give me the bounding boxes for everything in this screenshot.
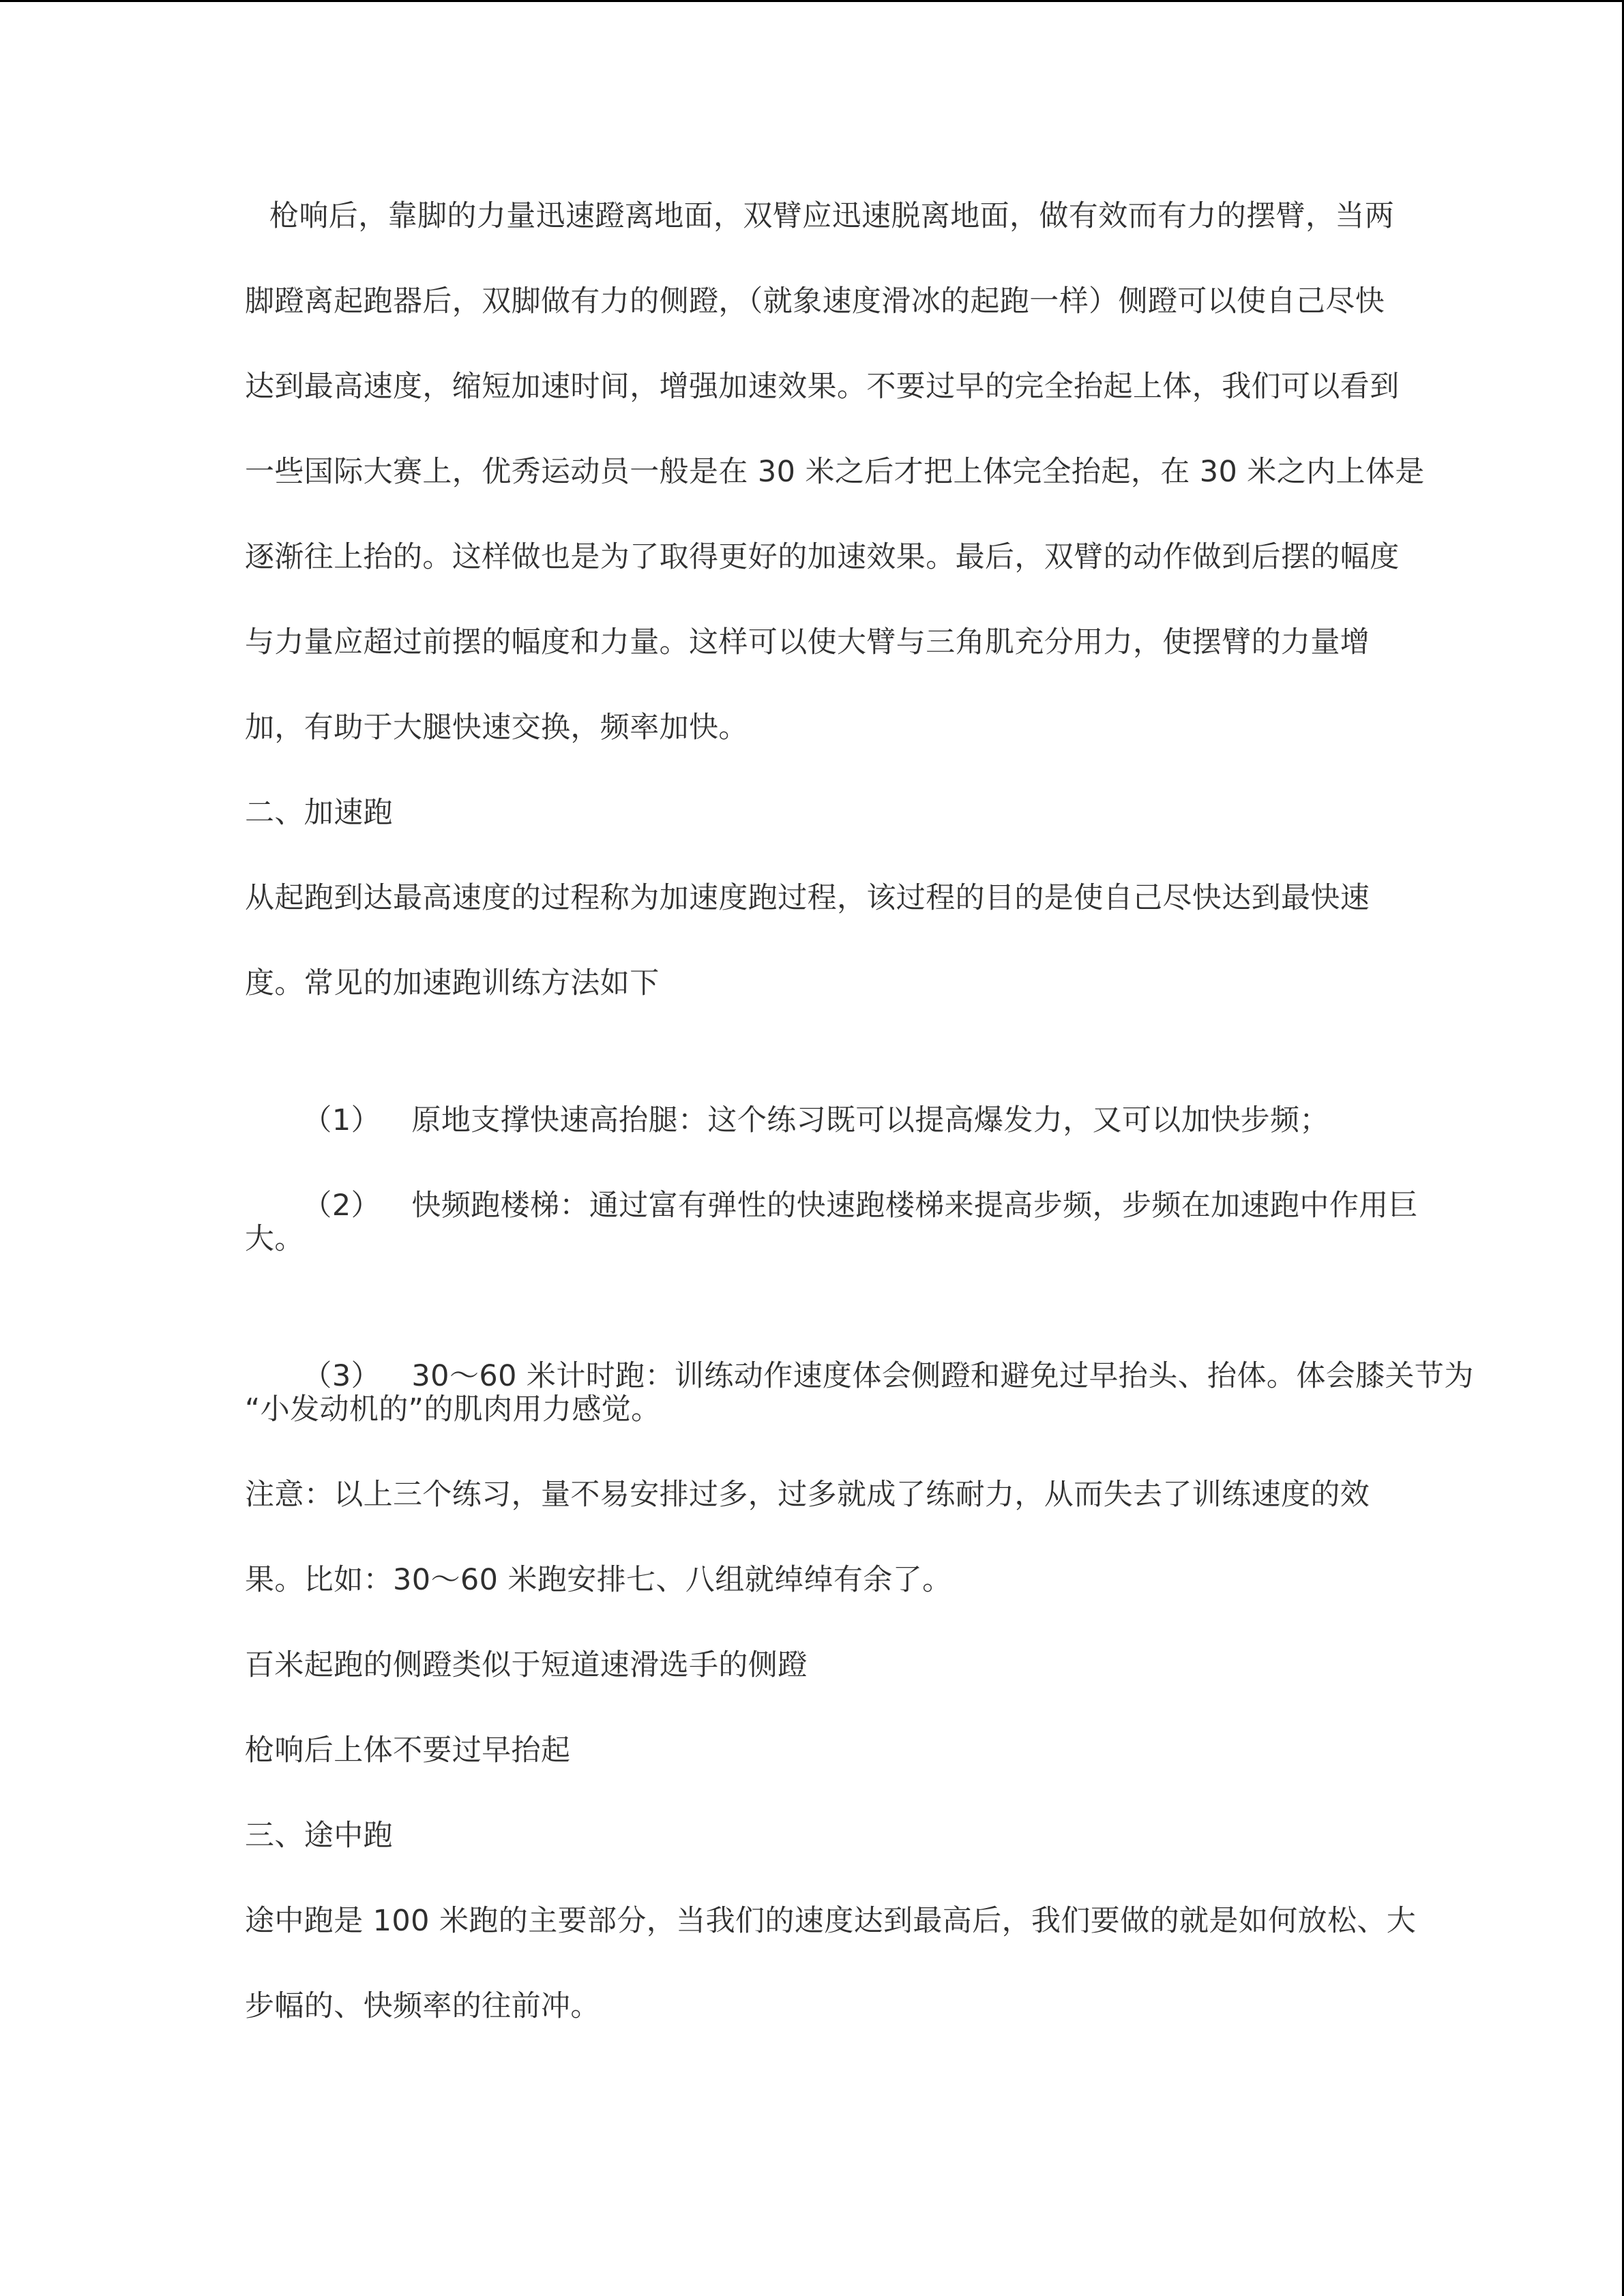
section-heading: 二、加速跑 — [245, 796, 393, 830]
paragraph-line: 枪响后，靠脚的力量迅速蹬离地面，双臂应迅速脱离地面，做有效而有力的摆臂，当两 — [269, 199, 1395, 233]
paragraph-line: 步幅的、快频率的往前冲。 — [245, 1989, 600, 2023]
paragraph-line: 大。 — [245, 1222, 304, 1256]
paragraph-line: 逐渐往上抬的。这样做也是为了取得更好的加速效果。最后，双臂的动作做到后摆的幅度 — [245, 540, 1400, 574]
list-item-text: 30～60 米计时跑：训练动作速度体会侧蹬和避免过早抬头、抬体。体会膝关节为 — [411, 1359, 1474, 1393]
paragraph-line: 途中跑是 100 米跑的主要部分，当我们的速度达到最高后，我们要做的就是如何放松、大 — [245, 1904, 1417, 1938]
list-item — [245, 1043, 1381, 1137]
paragraph-line: 加，有助于大腿快速交换，频率加快。 — [245, 711, 748, 745]
paragraph-line: 百米起跑的侧蹬类似于短道速滑选手的侧蹬 — [245, 1648, 808, 1682]
list-item-text: 快频跑楼梯：通过富有弹性的快速跑楼梯来提高步频，步频在加速跑中作用巨 — [411, 1189, 1419, 1223]
list-item-number: （2） — [302, 1189, 381, 1223]
paragraph-line: 果。比如：30～60 米跑安排七、八组就绰绰有余了。 — [245, 1563, 952, 1597]
paragraph-line: “小发动机的”的肌肉用力感觉。 — [245, 1392, 661, 1427]
paragraph-line: 从起跑到达最高速度的过程称为加速度跑过程，该过程的目的是使自己尽快达到最快速 — [245, 881, 1370, 915]
paragraph-line: 一些国际大赛上，优秀运动员一般是在 30 米之后才把上体完全抬起，在 30 米之内上体是 — [245, 455, 1425, 489]
paragraph-line: 与力量应超过前摆的幅度和力量。这样可以使大臂与三角肌充分用力，使摆臂的力量增 — [245, 625, 1370, 659]
list-item — [245, 1298, 1474, 1393]
list-item-number: （3） — [302, 1359, 381, 1393]
paragraph-line: 达到最高速度，缩短加速时间，增强加速效果。不要过早的完全抬起上体，我们可以看到 — [245, 370, 1400, 404]
paragraph-line: 脚蹬离起跑器后，双脚做有力的侧蹬，（就象速度滑冰的起跑一样）侧蹬可以使自己尽快 — [245, 284, 1385, 318]
section-heading: 三、途中跑 — [245, 1819, 393, 1853]
paragraph-line: 枪响后上体不要过早抬起 — [245, 1733, 571, 1768]
document-body — [245, 190, 1474, 2066]
paragraph-line: 注意：以上三个练习，量不易安排过多，过多就成了练耐力，从而失去了训练速度的效 — [245, 1478, 1370, 1512]
list-item-number: （1） — [302, 1103, 381, 1137]
list-item-text: 原地支撑快速高抬腿：这个练习既可以提高爆发力，又可以加快步频； — [411, 1103, 1329, 1137]
paragraph-line: 度。常见的加速跑训练方法如下 — [245, 966, 660, 1000]
